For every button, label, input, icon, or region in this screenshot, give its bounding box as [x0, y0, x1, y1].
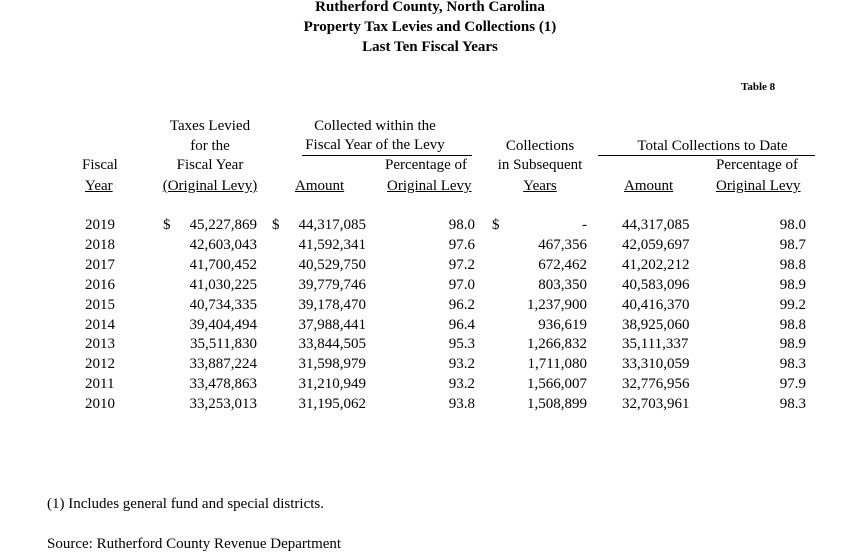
header-original-levy-3: Original Levy	[716, 178, 801, 194]
header-fiscal-year: Fiscal Year	[176, 157, 244, 173]
cell-year: 2010	[85, 396, 115, 413]
header-amount: Amount	[295, 178, 345, 194]
table-row	[0, 257, 850, 277]
dollar-sign-subsequent: $	[492, 217, 500, 233]
cell-taxes-levied: 35,511,830	[190, 336, 257, 353]
cell-taxes-levied: 33,478,863	[189, 376, 257, 393]
cell-year: 2013	[85, 336, 115, 353]
cell-total-amount: 40,416,370	[622, 296, 690, 313]
cell-collected-amount: 37,988,441	[298, 316, 366, 333]
header-years: Years	[523, 178, 557, 194]
cell-total-pct: 98.3	[779, 356, 806, 373]
cell-collected-pct: 96.2	[448, 296, 475, 313]
cell-year: 2014	[85, 316, 115, 333]
table-row	[0, 376, 850, 396]
cell-collected-pct: 98.0	[448, 217, 475, 233]
cell-total-amount: 38,925,060	[622, 316, 690, 333]
cell-taxes-levied: 33,887,224	[189, 356, 257, 373]
cell-collected-amount: 31,210,949	[298, 376, 366, 393]
cell-subsequent: 936,619	[538, 316, 587, 333]
cell-taxes-levied: 41,700,452	[189, 256, 257, 273]
header-collected-within: Collected within the	[314, 118, 436, 134]
title-county: Rutherford County, North Carolina	[315, 0, 545, 15]
header-year: Year	[85, 178, 113, 194]
cell-year: 2018	[85, 236, 115, 253]
cell-year: 2017	[85, 256, 115, 273]
cell-total-amount: 35,111,337	[622, 336, 689, 353]
cell-subsequent: 1,266,832	[527, 336, 587, 353]
cell-taxes-levied: 39,404,494	[189, 316, 257, 333]
cell-collected-pct: 93.2	[448, 376, 475, 393]
cell-collected-amount: 31,195,062	[298, 396, 366, 413]
cell-collected-amount: 40,529,750	[298, 256, 366, 273]
cell-year: 2016	[85, 276, 115, 293]
title-period: Last Ten Fiscal Years	[362, 39, 498, 55]
cell-subsequent: -	[582, 217, 587, 233]
cell-collected-pct: 97.6	[448, 236, 475, 253]
cell-collected-pct: 93.2	[448, 356, 475, 373]
table-row	[0, 317, 850, 337]
rule-total-collections	[598, 155, 815, 156]
cell-subsequent: 467,356	[538, 236, 587, 253]
table-row	[0, 396, 850, 416]
cell-total-amount: 32,776,956	[622, 376, 690, 393]
cell-total-pct: 98.9	[779, 336, 806, 353]
cell-total-pct: 99.2	[779, 296, 806, 313]
header-total-collections: Total Collections to Date	[637, 138, 788, 154]
table-label: Table 8	[741, 81, 776, 93]
table-row	[0, 297, 850, 317]
header-taxes-levied: Taxes Levied	[169, 118, 251, 134]
header-for-the: for the	[190, 138, 230, 154]
table-row	[0, 277, 850, 297]
cell-total-pct: 98.0	[779, 217, 806, 233]
table-row	[0, 336, 850, 356]
cell-taxes-levied: 33,253,013	[189, 396, 257, 413]
cell-taxes-levied: 45,227,869	[189, 217, 257, 233]
cell-total-amount: 44,317,085	[622, 217, 690, 233]
cell-collected-pct: 93.8	[448, 396, 475, 413]
cell-total-amount: 42,059,697	[622, 236, 690, 253]
cell-year: 2011	[85, 376, 115, 393]
cell-year: 2019	[85, 217, 115, 233]
cell-total-pct: 98.8	[779, 316, 806, 333]
header-fiscal-year-of-levy: Fiscal Year of the Levy	[305, 137, 445, 153]
cell-subsequent: 1,237,900	[527, 296, 587, 313]
source-note: Source: Rutherford County Revenue Department	[47, 536, 342, 552]
cell-subsequent: 1,711,080	[527, 356, 587, 373]
table-row	[0, 356, 850, 376]
header-percentage-of-2: Percentage of	[716, 157, 799, 173]
cell-total-pct: 97.9	[779, 376, 806, 393]
table-row	[0, 217, 850, 237]
cell-collected-amount: 33,844,505	[298, 336, 366, 353]
cell-total-pct: 98.7	[779, 236, 806, 253]
cell-collected-amount: 41,592,341	[298, 236, 366, 253]
cell-collected-amount: 39,178,470	[298, 296, 366, 313]
header-fiscal: Fiscal	[82, 157, 118, 173]
cell-taxes-levied: 41,030,225	[189, 276, 257, 293]
cell-collected-pct: 95.3	[448, 336, 475, 353]
dollar-sign-collected: $	[272, 217, 280, 233]
header-in-subsequent: in Subsequent	[497, 157, 583, 173]
header-collections: Collections	[505, 138, 575, 154]
cell-total-amount: 33,310,059	[622, 356, 690, 373]
cell-total-pct: 98.8	[779, 256, 806, 273]
cell-taxes-levied: 42,603,043	[189, 236, 257, 253]
cell-total-pct: 98.9	[779, 276, 806, 293]
cell-subsequent: 803,350	[538, 276, 587, 293]
cell-total-amount: 40,583,096	[622, 276, 690, 293]
cell-total-amount: 41,202,212	[622, 256, 690, 273]
cell-collected-pct: 97.2	[448, 256, 475, 273]
cell-collected-amount: 31,598,979	[298, 356, 366, 373]
cell-taxes-levied: 40,734,335	[189, 296, 257, 313]
cell-total-amount: 32,703,961	[622, 396, 690, 413]
cell-collected-pct: 96.4	[448, 316, 475, 333]
cell-year: 2012	[85, 356, 115, 373]
cell-subsequent: 1,508,899	[527, 396, 587, 413]
cell-collected-pct: 97.0	[448, 276, 475, 293]
cell-subsequent: 672,462	[538, 256, 587, 273]
dollar-sign-levied: $	[163, 217, 171, 233]
rule-collected-within	[302, 155, 472, 156]
header-original-levy-2: Original Levy	[387, 178, 472, 194]
header-original-levy: (Original Levy)	[162, 178, 258, 194]
cell-collected-amount: 44,317,085	[298, 217, 366, 233]
header-amount-2: Amount	[624, 178, 674, 194]
cell-total-pct: 98.3	[779, 396, 806, 413]
footnote: (1) Includes general fund and special districts.	[47, 496, 324, 512]
cell-subsequent: 1,566,007	[527, 376, 587, 393]
cell-collected-amount: 39,779,746	[298, 276, 366, 293]
table-row	[0, 237, 850, 257]
header-percentage-of: Percentage of	[385, 157, 468, 173]
cell-year: 2015	[85, 296, 115, 313]
title-report: Property Tax Levies and Collections (1)	[303, 19, 557, 35]
